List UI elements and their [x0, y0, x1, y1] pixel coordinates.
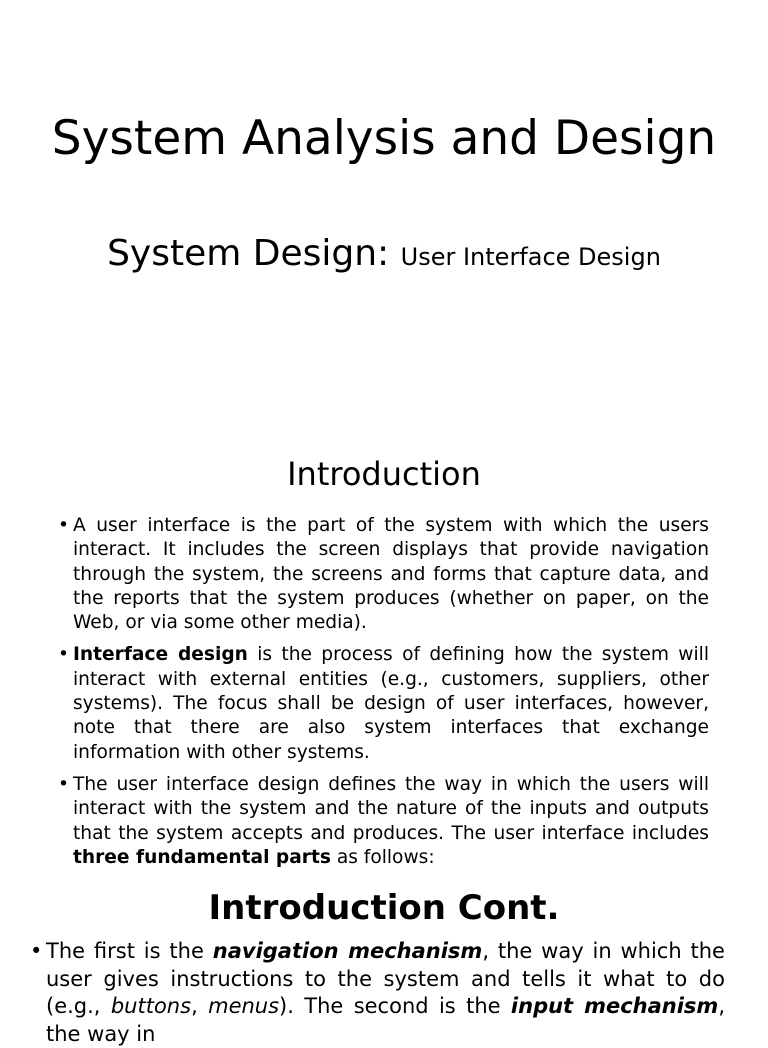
- bullet-italic-term: buttons: [110, 994, 192, 1018]
- bullet-list: [30, 938, 725, 1048]
- slide-title: Introduction: [287, 455, 481, 493]
- presentation-subtitle: [0, 232, 768, 279]
- bullet-item: [58, 773, 709, 870]
- bullet-text: A user interface is the part of the system with which the users interact. It includes the screen displays that provide navigation through the system, the screens and forms that capture data, and the reports that the system produces (whether on paper, on the Web, or via some other media).: [73, 515, 709, 634]
- bullet-list: [58, 514, 709, 878]
- bullet-bold-term: input mechanism: [510, 994, 719, 1018]
- slide-title: Introduction Cont.: [208, 888, 560, 928]
- bullet-item: [58, 514, 709, 635]
- title-slide: [0, 0, 768, 430]
- bullet-item: [30, 938, 725, 1048]
- bullet-bold-term: Interface design: [73, 644, 248, 666]
- bullet-bold-term: three fundamental parts: [73, 846, 331, 868]
- introduction-cont-slide: [0, 870, 768, 1046]
- subtitle-small: User Interface Design: [400, 243, 661, 271]
- bullet-text-tail: as follows:: [330, 846, 435, 868]
- bullet-text: The first is the: [46, 939, 213, 963]
- subtitle-main: System Design:: [107, 233, 390, 274]
- bullet-italic-term: menus: [208, 994, 280, 1018]
- bullet-text: , the way in which the user gives instructions to the system and tells it what to do (e.g.,: [46, 939, 725, 1018]
- bullet-text: , the way in: [46, 994, 725, 1046]
- bullet-item: [58, 643, 709, 764]
- bullet-bold-term: navigation mechanism: [212, 939, 483, 963]
- bullet-text: is the process of defining how the system will interact with external entities (e.g., customers, suppliers, other systems). The focus shall be design of user interfaces, however, note that there are also system interfaces that exchange information with other systems.: [73, 644, 709, 763]
- bullet-text: ). The second is the: [279, 994, 511, 1018]
- bullet-text: ,: [191, 994, 209, 1018]
- presentation-title: System Analysis and Design: [51, 111, 717, 166]
- bullet-text: The user interface design defines the way in which the users will interact with the system and the nature of the inputs and outputs that the system accepts and produces. The user interface includes: [73, 773, 709, 844]
- introduction-slide: [0, 430, 768, 870]
